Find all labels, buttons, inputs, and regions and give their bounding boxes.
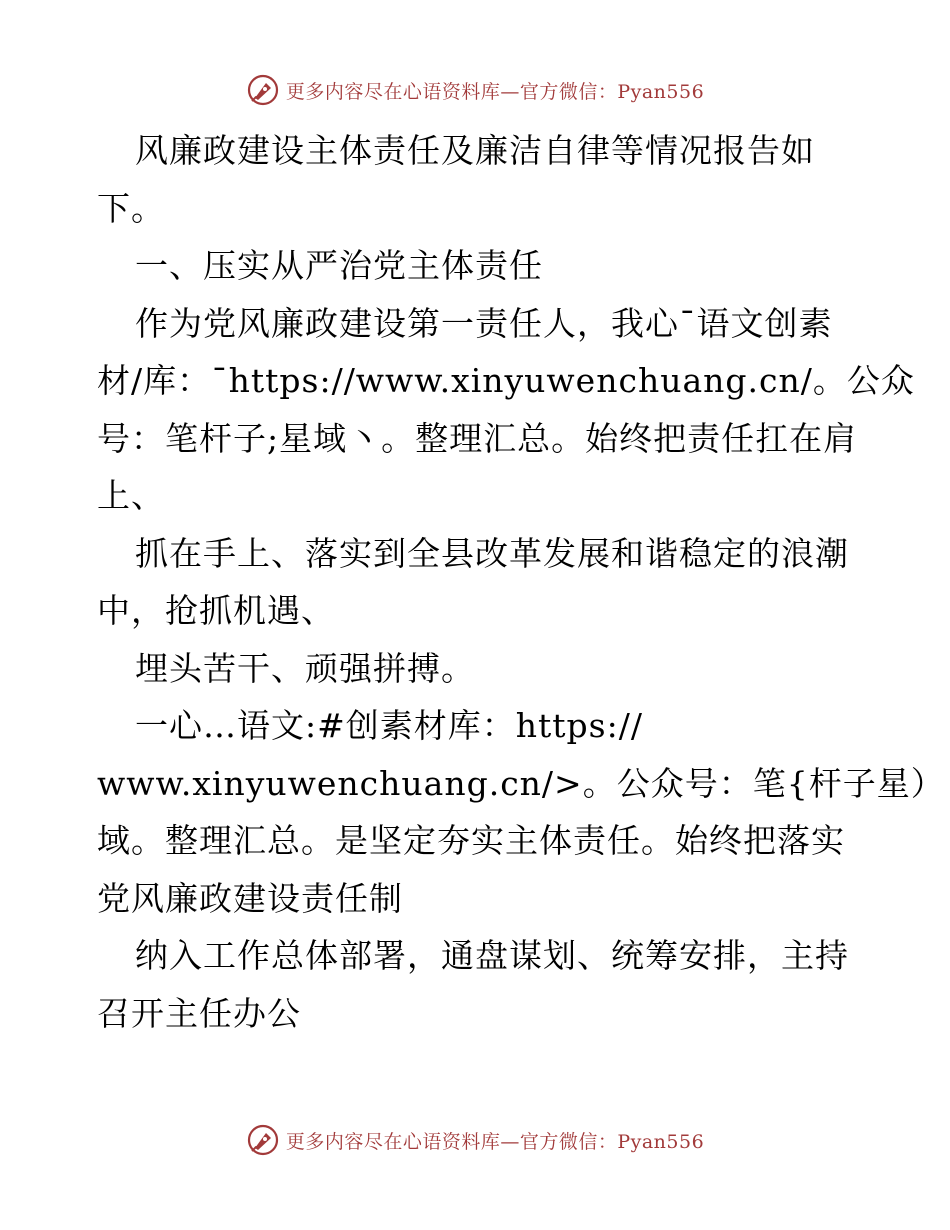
text-line: 作为党风廉政建设第一责任人，我心¯语文创素 [135,303,833,343]
text-line: 党风廉政建设责任制 [97,878,403,918]
pen-nib-logo-icon [246,73,280,107]
header-banner [0,70,950,110]
footer-banner [0,1120,950,1160]
footer-banner-text: 更多内容尽在心语资料库—官方微信：Pyan556 [285,1130,705,1153]
text-line: 纳入工作总体部署，通盘谋划、统筹安排，主持 [135,936,849,975]
document-body [97,122,945,1042]
header-banner-text: 更多内容尽在心语资料库—官方微信：Pyan556 [285,80,705,103]
text-line: 域。整理汇总。是坚定夯实主体责任。始终把落实 [97,821,845,860]
pen-nib-logo-icon [246,1123,280,1157]
text-line: 埋头苦干、顽强拼搏。 [135,648,475,688]
text-line: 一心…语文:#创素材库：https:// [135,706,643,745]
text-line: 中，抢抓机遇、 [97,591,335,630]
text-line: 材/库：¯https://www.xinyuwenchuang.cn/。公众 [97,361,915,400]
text-line: 风廉政建设主体责任及廉洁自律等情况报告如 [135,131,815,170]
text-line: 下。 [97,188,165,228]
text-line: www.xinyuwenchuang.cn/>。公众号：笔{杆子星） [97,763,945,803]
section-heading: 一、压实从严治党主体责任 [135,246,543,285]
text-line: 抓在手上、落实到全县改革发展和谐稳定的浪潮 [135,533,849,573]
text-line: 号：笔杆子;星域丶。整理汇总。始终把责任扛在肩 [97,418,858,458]
text-line: 上、 [97,476,165,515]
text-line: 召开主任办公 [97,993,301,1033]
